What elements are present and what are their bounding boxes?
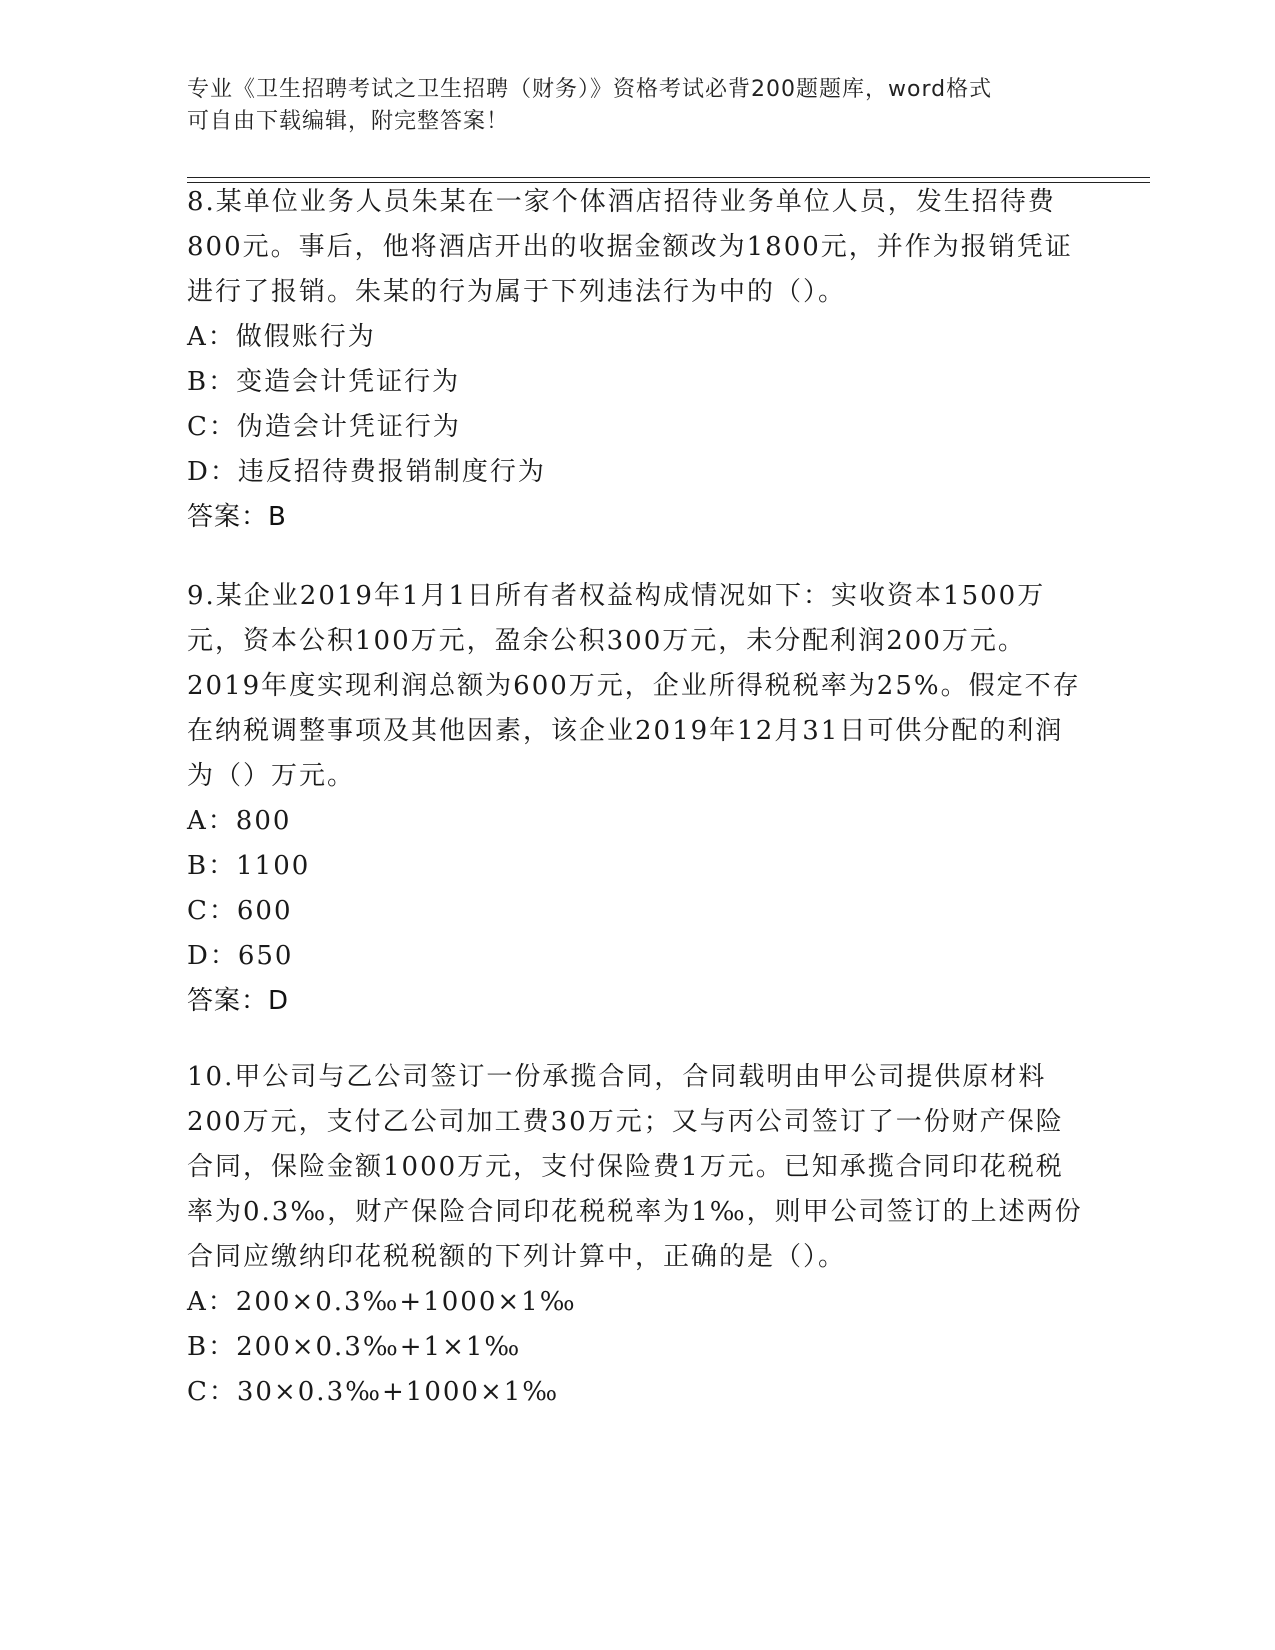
question-8 [187, 180, 1087, 540]
option-c: C：600 [187, 896, 293, 926]
answer-label: 答案：D [187, 986, 290, 1016]
option-b: B：1100 [187, 851, 311, 881]
header-line-1: 专业《卫生招聘考试之卫生招聘（财务）》资格考试必背200题题库，word格式 [187, 77, 993, 102]
document-header [187, 74, 1087, 138]
question-10 [187, 1055, 1087, 1415]
option-a: A：800 [187, 806, 292, 836]
option-c: C：30×0.3‰+1000×1‰ [187, 1377, 560, 1407]
answer-label: 答案：B [187, 502, 287, 532]
question-stem: 8.某单位业务人员朱某在一家个体酒店招待业务单位人员，发生招待费800元。事后，他将酒店开出的收据金额改为1800元，并作为报销凭证进行了报销。朱某的行为属于下列违法行为中的（）。 [187, 187, 1073, 307]
option-a: A：做假账行为 [187, 322, 376, 352]
option-d: D：650 [187, 941, 294, 971]
question-9 [187, 574, 1087, 1024]
question-stem: 10.甲公司与乙公司签订一份承揽合同，合同载明由甲公司提供原材料200万元，支付乙公司加工费30万元；又与丙公司签订了一份财产保险合同，保险金额1000万元，支付保险费1万元。已知承揽合同印花税税率为0.3‰，财产保险合同印花税税率为1‰，则甲公司签订的上述两份合同应缴纳印花税税额的下列计算中，正确的是（）。 [187, 1062, 1083, 1272]
option-a: A：200×0.3‰+1000×1‰ [187, 1287, 577, 1317]
option-b: B：变造会计凭证行为 [187, 367, 461, 397]
option-b: B：200×0.3‰+1×1‰ [187, 1332, 522, 1362]
option-c: C：伪造会计凭证行为 [187, 412, 461, 442]
header-line-2: 可自由下载编辑，附完整答案！ [187, 109, 510, 134]
question-stem: 9.某企业2019年1月1日所有者权益构成情况如下：实收资本1500万元，资本公积100万元，盈余公积300万元，未分配利润200万元。2019年度实现利润总额为600万元，企业所得税税率为25%。假定不存在纳税调整事项及其他因素，该企业2019年12月31日可供分配的利润为（）万元。 [187, 581, 1081, 791]
option-d: D：违反招待费报销制度行为 [187, 457, 546, 487]
header-divider-top [187, 177, 1150, 178]
